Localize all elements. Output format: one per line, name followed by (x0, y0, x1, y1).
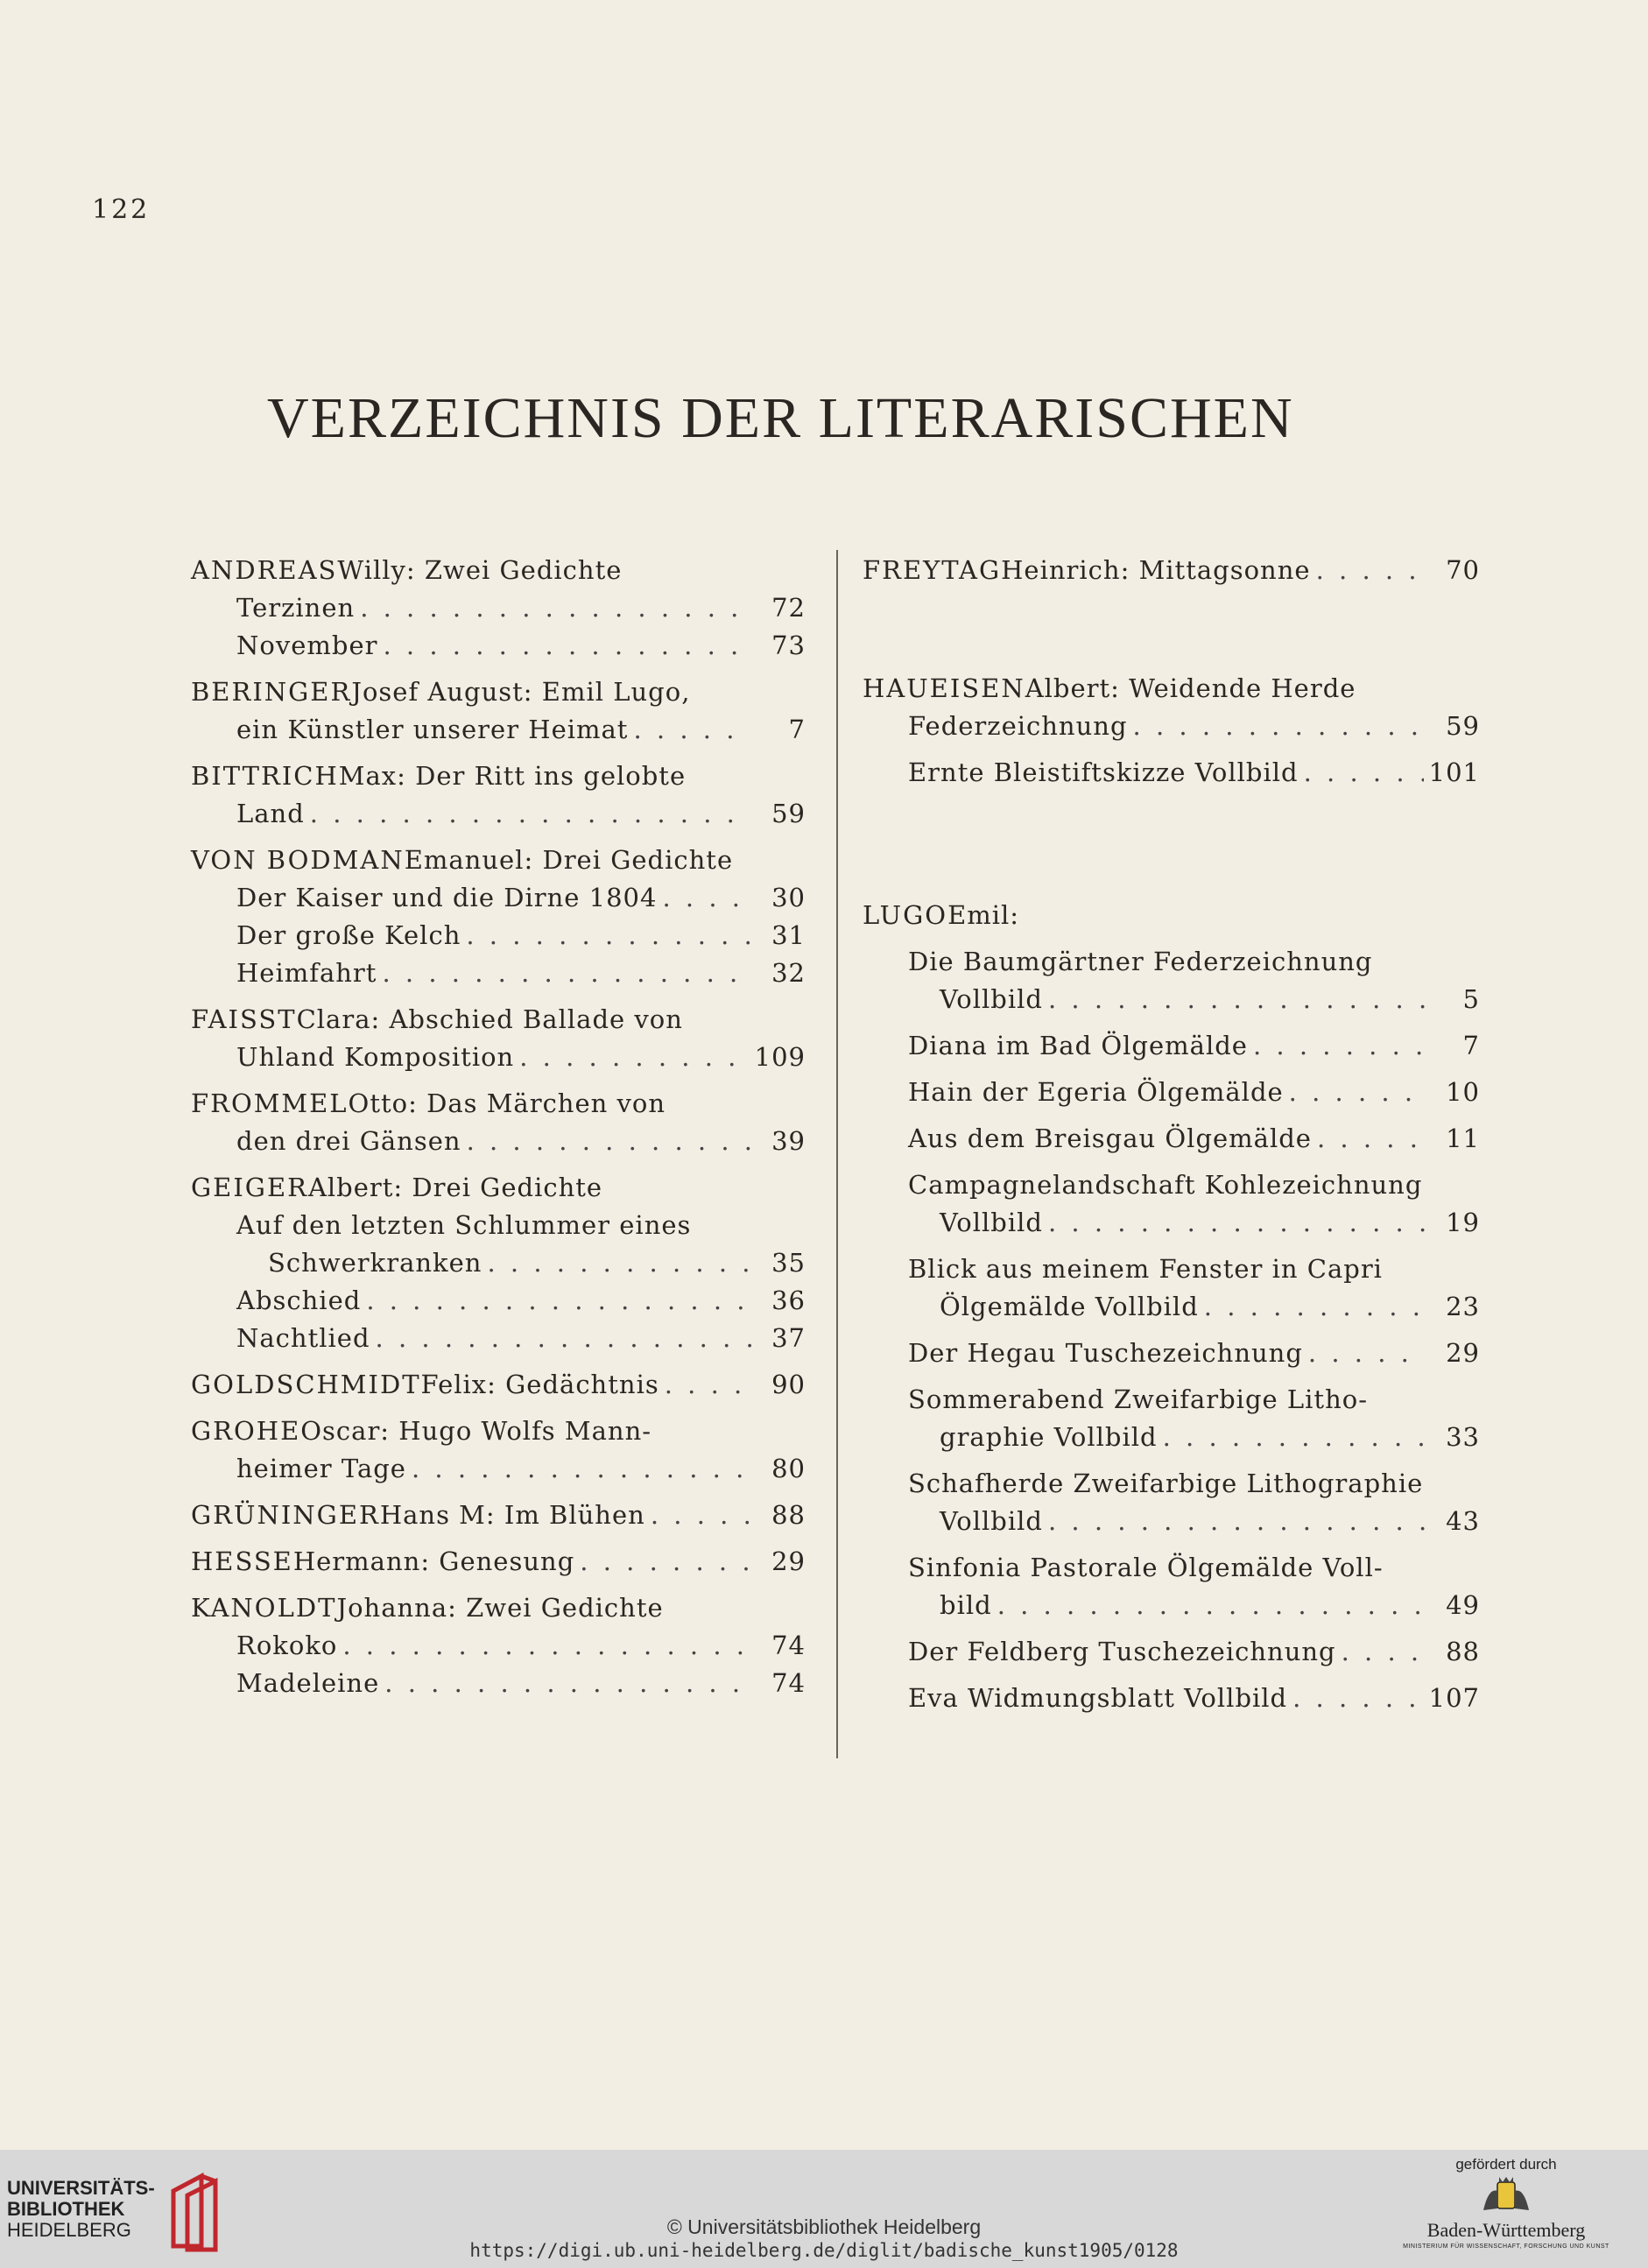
author-surname: BITTRICH (191, 761, 339, 791)
work-entry (191, 879, 806, 917)
work-title: Aus dem Breisgau Ölgemälde (908, 1123, 1312, 1153)
author-surname: FROMMEL (191, 1088, 349, 1118)
author-entry (191, 842, 806, 879)
work-title: Blick aus meinem Fenster in Capri (908, 1254, 1383, 1284)
index-column-left (191, 552, 806, 1702)
page-reference: 59 (771, 799, 806, 828)
page-reference: 11 (1446, 1123, 1480, 1153)
author-details: Felix: Gedächtnis (420, 1370, 659, 1399)
author-details: Johanna: Zwei Gedichte (336, 1593, 664, 1623)
dot-leader (1304, 754, 1424, 792)
work-title: Federzeichnung (908, 711, 1128, 741)
dot-leader (997, 1587, 1426, 1624)
dot-leader (412, 1450, 751, 1488)
sponsor-name: Baden-Württemberg (1426, 2219, 1586, 2241)
page-reference: 88 (1446, 1637, 1480, 1666)
library-name-line2: BIBLIOTHEK (7, 2198, 125, 2220)
dot-leader (1163, 1419, 1426, 1456)
work-title: Der Hegau Tuschezeichnung (908, 1338, 1303, 1368)
author-entry (863, 897, 1480, 934)
page-reference: 101 (1428, 757, 1480, 787)
page-reference: 36 (771, 1285, 806, 1315)
author-entry (191, 757, 806, 795)
dot-leader (1308, 1335, 1426, 1372)
dot-leader (1204, 1288, 1426, 1326)
author-entry (191, 1543, 806, 1581)
entry-spacer (191, 992, 806, 1001)
work-title: Campagnelandschaft Kohlezeichnung (908, 1170, 1423, 1200)
work-entry (863, 1587, 1480, 1624)
work-entry (863, 1074, 1480, 1111)
dot-leader (466, 917, 751, 954)
work-entry (191, 1320, 806, 1357)
work-title: Nachtlied (236, 1323, 370, 1353)
author-surname: FREYTAG (863, 555, 1002, 585)
page-reference: 7 (788, 715, 806, 744)
page-reference: 5 (1462, 984, 1480, 1014)
work-title: Eva Widmungsblatt Vollbild (908, 1683, 1288, 1713)
work-title: Hain der Egeria Ölgemälde (908, 1077, 1284, 1107)
dot-leader (1292, 1680, 1424, 1717)
work-entry (863, 1204, 1480, 1242)
work-entry (863, 708, 1480, 745)
work-title: Schwerkranken (268, 1248, 482, 1278)
dot-leader (1316, 552, 1426, 589)
page-reference: 37 (771, 1323, 806, 1353)
author-surname: GEIGER (191, 1173, 308, 1202)
work-title: Rokoko (236, 1631, 338, 1660)
work-title: Ölgemälde Vollbild (940, 1292, 1199, 1321)
author-surname: HESSE (191, 1546, 293, 1576)
author-entry (863, 552, 1480, 589)
page-reference: 29 (1446, 1338, 1480, 1368)
dot-leader (382, 954, 751, 992)
page-reference: 31 (771, 920, 806, 950)
work-title: Abschied (236, 1285, 362, 1315)
entry-spacer (863, 1671, 1480, 1680)
entry-spacer (191, 1488, 806, 1497)
page-reference: 35 (771, 1248, 806, 1278)
page-title: VERZEICHNIS DER LITERARISCHEN (267, 386, 1294, 450)
library-name-line3: HEIDELBERG (7, 2219, 131, 2241)
work-entry (863, 1288, 1480, 1326)
entry-spacer (863, 1018, 1480, 1027)
entry-spacer (863, 1242, 1480, 1250)
author-surname: LUGO (863, 900, 948, 930)
work-entry (191, 711, 806, 749)
work-entry (191, 1627, 806, 1665)
page-reference: 43 (1446, 1506, 1480, 1536)
author-details: Oscar: Hugo Wolfs Mann- (300, 1416, 652, 1446)
sponsor-logo[interactable] (1370, 2156, 1642, 2265)
author-entry (191, 1412, 806, 1450)
author-surname: KANOLDT (191, 1593, 337, 1623)
page-reference: 107 (1428, 1683, 1480, 1713)
work-entry (191, 627, 806, 665)
author-surname: GRÜNINGER (191, 1500, 380, 1530)
entry-spacer (863, 1372, 1480, 1381)
copyright-notice: © Universitätsbibliothek Heidelberg (666, 2215, 982, 2238)
entry-spacer (191, 665, 806, 673)
work-entry (191, 1665, 806, 1702)
dot-leader (376, 1320, 751, 1357)
dot-leader (1133, 708, 1426, 745)
work-entry (863, 1633, 1480, 1671)
coat-of-arms-icon (1480, 2175, 1532, 2217)
work-entry (191, 1244, 806, 1282)
work-title: Schafherde Zweifarbige Lithographie (908, 1469, 1424, 1498)
dot-leader (360, 589, 751, 627)
work-entry (863, 1419, 1480, 1456)
work-title: Sinfonia Pastorale Ölgemälde Voll- (908, 1553, 1384, 1582)
author-details: Clara: Abschied Ballade von (296, 1004, 683, 1034)
entry-spacer (863, 934, 1480, 943)
author-surname: BERINGER (191, 677, 352, 707)
work-title: den drei Gänsen (236, 1126, 461, 1156)
work-title: Land (236, 799, 305, 828)
dot-leader (342, 1627, 751, 1665)
author-details: Hans M: Im Blühen (379, 1500, 645, 1530)
work-entry (863, 1503, 1480, 1540)
page-reference: 73 (771, 630, 806, 660)
entry-spacer (191, 1357, 806, 1366)
author-details: Emanuel: Drei Gedichte (404, 845, 734, 875)
entry-spacer (863, 1624, 1480, 1633)
dot-leader (1048, 981, 1426, 1018)
dot-leader (487, 1244, 751, 1282)
work-entry (863, 754, 1480, 792)
work-entry (191, 1039, 806, 1076)
entry-spacer (191, 749, 806, 757)
index-column-right (863, 552, 1480, 1717)
page-reference: 32 (771, 958, 806, 988)
dot-leader (366, 1282, 751, 1320)
author-entry (191, 1589, 806, 1627)
dot-leader (665, 1366, 751, 1404)
work-title: Vollbild (940, 1506, 1043, 1536)
entry-spacer (863, 1065, 1480, 1074)
work-entry (191, 917, 806, 954)
author-entry (191, 673, 806, 711)
work-title: Heimfahrt (236, 958, 377, 988)
dot-leader (519, 1039, 749, 1076)
page-reference: 39 (771, 1126, 806, 1156)
work-entry (191, 1207, 806, 1244)
section-spacer (863, 792, 1480, 897)
author-details: Albert: Drei Gedichte (307, 1173, 603, 1202)
work-title: Madeleine (236, 1668, 380, 1698)
dot-leader (633, 711, 751, 749)
page-reference: 33 (1446, 1422, 1480, 1452)
page-reference: 70 (1446, 555, 1480, 585)
page-reference: 74 (771, 1668, 806, 1698)
work-entry (863, 1465, 1480, 1503)
author-surname: GOLDSCHMIDT (191, 1370, 421, 1399)
dot-leader (662, 879, 751, 917)
work-title: Ernte Bleistiftskizze Vollbild (908, 757, 1299, 787)
dot-leader (1253, 1027, 1426, 1065)
dot-leader (1048, 1204, 1426, 1242)
dot-leader (467, 1123, 751, 1160)
page-reference: 49 (1446, 1590, 1480, 1620)
entry-spacer (863, 1158, 1480, 1166)
section-spacer (863, 589, 1480, 670)
dot-leader (383, 627, 751, 665)
work-title: Der Kaiser und die Dirne 1804 (236, 883, 658, 912)
page-reference: 30 (771, 883, 806, 912)
entry-spacer (191, 1076, 806, 1085)
page-reference: 7 (1462, 1031, 1480, 1060)
work-entry (191, 589, 806, 627)
sponsor-label: gefördert durch (1455, 2156, 1557, 2173)
author-surname: FAISST (191, 1004, 297, 1034)
author-details: Heinrich: Mittagsonne (1001, 555, 1311, 585)
page-number: 122 (92, 194, 151, 225)
work-title: ein Künstler unserer Heimat (236, 715, 629, 744)
dot-leader (1048, 1503, 1426, 1540)
work-entry (863, 943, 1480, 981)
author-details: Josef August: Emil Lugo, (351, 677, 691, 707)
dot-leader (1342, 1633, 1426, 1671)
author-entry (191, 1001, 806, 1039)
permalink-url[interactable]: https://digi.ub.uni-heidelberg.de/diglit/badische_kunst1905/0128 (469, 2240, 1179, 2261)
dot-leader (310, 795, 751, 833)
author-entry (863, 670, 1480, 708)
entry-spacer (863, 1111, 1480, 1120)
author-details: Otto: Das Märchen von (348, 1088, 666, 1118)
work-title: Diana im Bad Ölgemälde (908, 1031, 1248, 1060)
work-title: November (236, 630, 378, 660)
author-entry (191, 1085, 806, 1123)
author-details: Willy: Zwei Gedichte (337, 555, 623, 585)
work-entry (863, 1335, 1480, 1372)
work-title: Sommerabend Zweifarbige Litho- (908, 1384, 1369, 1414)
entry-spacer (863, 1326, 1480, 1335)
page-reference: 88 (771, 1500, 806, 1530)
work-title: Auf den letzten Schlummer eines (236, 1210, 692, 1240)
work-entry (191, 1450, 806, 1488)
page-reference: 109 (754, 1042, 806, 1072)
dot-leader (384, 1665, 751, 1702)
work-entry (863, 981, 1480, 1018)
work-title: bild (940, 1590, 992, 1620)
entry-spacer (863, 1456, 1480, 1465)
work-entry (191, 1282, 806, 1320)
column-divider (836, 550, 838, 1758)
work-title: Uhland Komposition (236, 1042, 515, 1072)
dot-leader (651, 1497, 751, 1534)
page-reference: 10 (1446, 1077, 1480, 1107)
author-entry (191, 552, 806, 589)
work-title: Terzinen (236, 593, 356, 623)
page-reference: 74 (771, 1631, 806, 1660)
dot-leader (1289, 1074, 1426, 1111)
work-entry (863, 1120, 1480, 1158)
work-entry (191, 1123, 806, 1160)
author-surname: HAUEISEN (863, 673, 1025, 703)
entry-spacer (191, 1534, 806, 1543)
entry-spacer (863, 745, 1480, 754)
entry-spacer (191, 1581, 806, 1589)
page-reference: 80 (771, 1454, 806, 1483)
author-details: Emil: (947, 900, 1020, 930)
work-title: heimer Tage (236, 1454, 406, 1483)
entry-spacer (191, 1160, 806, 1169)
work-entry (863, 1027, 1480, 1065)
entry-spacer (191, 833, 806, 842)
work-title: Der große Kelch (236, 920, 461, 950)
author-surname: GROHE (191, 1416, 301, 1446)
page-reference: 19 (1446, 1208, 1480, 1237)
work-title: Die Baumgärtner Federzeichnung (908, 947, 1373, 976)
library-name-line1: UNIVERSITÄTS- (7, 2177, 155, 2199)
work-entry (191, 954, 806, 992)
author-details: Hermann: Genesung (292, 1546, 575, 1576)
author-details: Albert: Weidende Herde (1025, 673, 1356, 703)
work-entry (863, 1680, 1480, 1717)
sponsor-ministry: MINISTERIUM FÜR WISSENSCHAFT, FORSCHUNG UND KUNST (1403, 2243, 1609, 2250)
work-title: graphie Vollbild (940, 1422, 1158, 1452)
work-entry (191, 795, 806, 833)
author-surname: VON BODMAN (191, 845, 405, 875)
dot-leader (580, 1543, 751, 1581)
author-entry (191, 1169, 806, 1207)
page-reference: 59 (1446, 711, 1480, 741)
author-entry (191, 1497, 806, 1534)
author-surname: ANDREAS (191, 555, 338, 585)
work-entry (863, 1250, 1480, 1288)
work-entry (863, 1381, 1480, 1419)
entry-spacer (863, 1540, 1480, 1549)
page-reference: 90 (771, 1370, 806, 1399)
work-entry (863, 1166, 1480, 1204)
work-entry (863, 1549, 1480, 1587)
author-details: Max: Der Ritt ins gelobte (338, 761, 687, 791)
page-reference: 72 (771, 593, 806, 623)
work-title: Der Feldberg Tuschezeichnung (908, 1637, 1336, 1666)
entry-spacer (191, 1404, 806, 1412)
page-reference: 23 (1446, 1292, 1480, 1321)
dot-leader (1317, 1120, 1426, 1158)
work-title: Vollbild (940, 984, 1043, 1014)
work-title: Vollbild (940, 1208, 1043, 1237)
page-reference: 29 (771, 1546, 806, 1576)
author-entry (191, 1366, 806, 1404)
